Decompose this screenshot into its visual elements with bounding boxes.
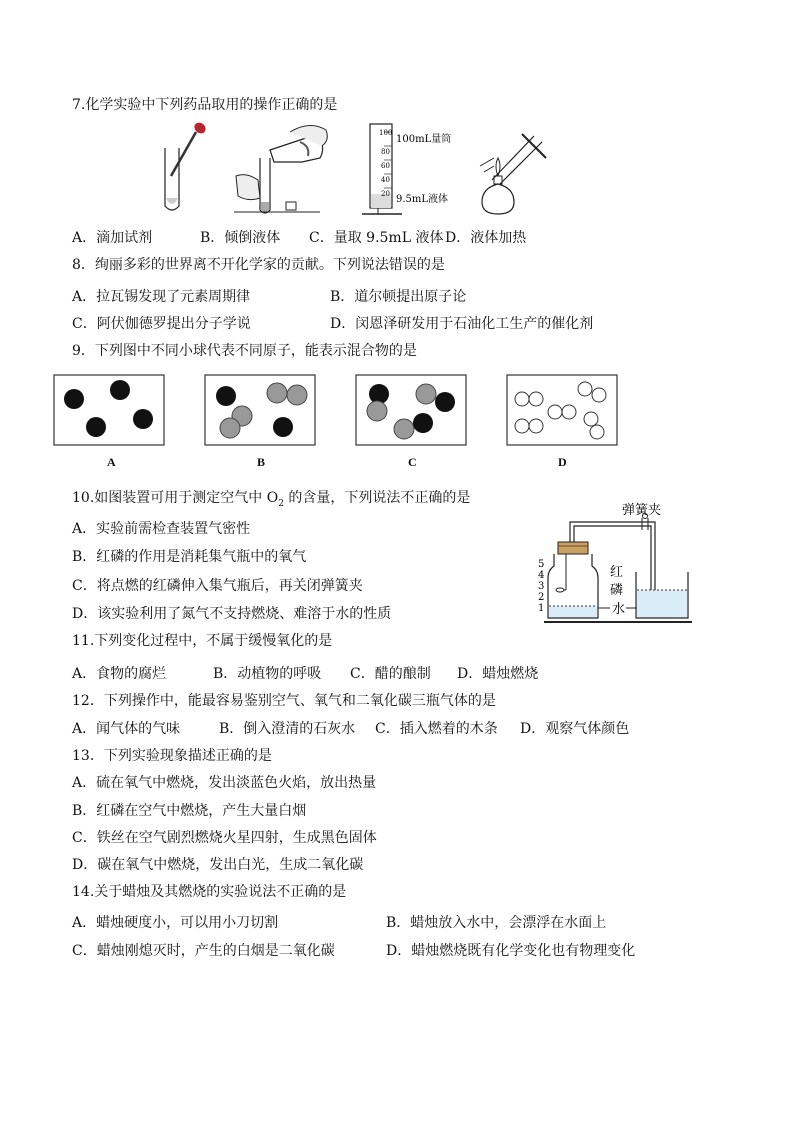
particle-box-d xyxy=(507,375,617,445)
q10-stem: 10.如图装置可用于测定空气中 $O_2$ 的含量，下列说法不正确的是 xyxy=(72,490,471,509)
q14-option-d: D．蜡烛燃烧既有化学变化也有物理变化 xyxy=(386,943,636,959)
box-label-a: A xyxy=(107,455,116,469)
q10-option-b: B．红磷的作用是消耗集气瓶中的氧气 xyxy=(72,549,307,565)
cyl-tick-80: 80 xyxy=(381,148,390,156)
q12-option-d: D．观察气体颜色 xyxy=(520,721,630,737)
cyl-tick-60: 60 xyxy=(381,162,390,170)
heating-test-tube-icon xyxy=(480,134,546,214)
phosphorus-label-1: 红 xyxy=(610,565,624,580)
scale-1: 1 xyxy=(538,603,545,614)
box-label-b: B xyxy=(257,455,266,469)
q10-option-d: D．该实验利用了氮气不支持燃烧、难溶于水的性质 xyxy=(72,606,392,622)
q10-option-c: C．将点燃的红磷伸入集气瓶后，再关闭弹簧夹 xyxy=(72,578,363,594)
q7-stem: 7.化学实验中下列药品取用的操作正确的是 xyxy=(72,97,338,113)
cyl-tick-100: 100 xyxy=(379,129,393,137)
q7-option-c: C．量取 9.5mL 液体 xyxy=(309,230,444,246)
q14-option-c: C．蜡烛刚熄灭时，产生的白烟是二氧化碳 xyxy=(72,943,335,959)
q7-apparatus-figure xyxy=(150,118,560,220)
particle-box-a xyxy=(54,375,164,445)
particle-box-c xyxy=(356,375,466,445)
scale-3: 3 xyxy=(538,581,545,592)
box-label-c: C xyxy=(408,455,417,469)
scale-5: 5 xyxy=(538,559,545,570)
graduated-cylinder-icon xyxy=(362,124,451,214)
cyl-tick-40: 40 xyxy=(381,176,390,184)
q8-option-a: A．拉瓦锡发现了元素周期律 xyxy=(72,289,251,305)
q13-option-b: B．红磷在空气中燃烧，产生大量白烟 xyxy=(72,803,307,819)
pouring-liquid-icon xyxy=(234,125,327,213)
q11-option-a: A．食物的腐烂 xyxy=(72,666,167,682)
box-label-d: D xyxy=(558,455,567,469)
q7-option-d: D．液体加热 xyxy=(445,230,527,246)
q13-option-c: C．铁丝在空气剧烈燃烧火星四射，生成黑色固体 xyxy=(72,830,377,846)
water-label: 水 xyxy=(612,602,626,617)
q11-option-b: B．动植物的呼吸 xyxy=(213,666,322,682)
q12-option-c: C．插入燃着的木条 xyxy=(375,721,498,737)
cylinder-label-bottom: 9.5mL液体 xyxy=(396,194,449,205)
q9-particle-boxes xyxy=(50,372,620,450)
q14-option-b: B．蜡烛放入水中，会漂浮在水面上 xyxy=(386,915,607,931)
q12-option-a: A．闻气体的气味 xyxy=(72,721,181,737)
q7-option-a: A．滴加试剂 xyxy=(72,230,153,246)
q11-stem: 11.下列变化过程中，不属于缓慢氧化的是 xyxy=(72,633,333,649)
scale-2: 2 xyxy=(538,592,545,603)
q10-oxygen-apparatus xyxy=(530,498,700,628)
q14-stem: 14.关于蜡烛及其燃烧的实验说法不正确的是 xyxy=(72,884,347,900)
particle-box-b xyxy=(205,375,315,445)
q13-option-a: A．硫在氧气中燃烧，发出淡蓝色火焰，放出热量 xyxy=(72,775,377,791)
cylinder-label-top: 100mL量筒 xyxy=(396,134,452,145)
phosphorus-label-2: 磷 xyxy=(610,583,624,598)
dropper-test-tube-icon xyxy=(165,120,208,210)
q10-option-a: A．实验前需检查装置气密性 xyxy=(72,521,251,537)
cyl-tick-20: 20 xyxy=(381,190,390,198)
q8-option-b: B．道尔顿提出原子论 xyxy=(330,289,467,305)
q11-option-c: C．醋的酿制 xyxy=(350,666,431,682)
q8-option-d: D．闵恩泽研发用于石油化工生产的催化剂 xyxy=(330,316,594,332)
q14-option-a: A．蜡烛硬度小，可以用小刀切割 xyxy=(72,915,279,931)
q12-stem: 12．下列操作中，能最容易鉴别空气、氧气和二氧化碳三瓶气体的是 xyxy=(72,693,496,709)
q11-option-d: D．蜡烛燃烧 xyxy=(457,666,539,682)
q12-option-b: B．倒入澄清的石灰水 xyxy=(219,721,356,737)
q13-option-d: D．碳在氧气中燃烧，发出白光，生成二氧化碳 xyxy=(72,857,364,873)
q8-option-c: C．阿伏伽德罗提出分子学说 xyxy=(72,316,251,332)
q13-stem: 13．下列实验现象描述正确的是 xyxy=(72,748,272,764)
clamp-label: 弹簧夹 xyxy=(622,503,662,518)
scale-4: 4 xyxy=(538,570,545,581)
q7-option-b: B．倾倒液体 xyxy=(200,230,281,246)
q9-stem: 9．下列图中不同小球代表不同原子，能表示混合物的是 xyxy=(72,343,417,359)
q8-stem: 8．绚丽多彩的世界离不开化学家的贡献。下列说法错误的是 xyxy=(72,257,445,273)
